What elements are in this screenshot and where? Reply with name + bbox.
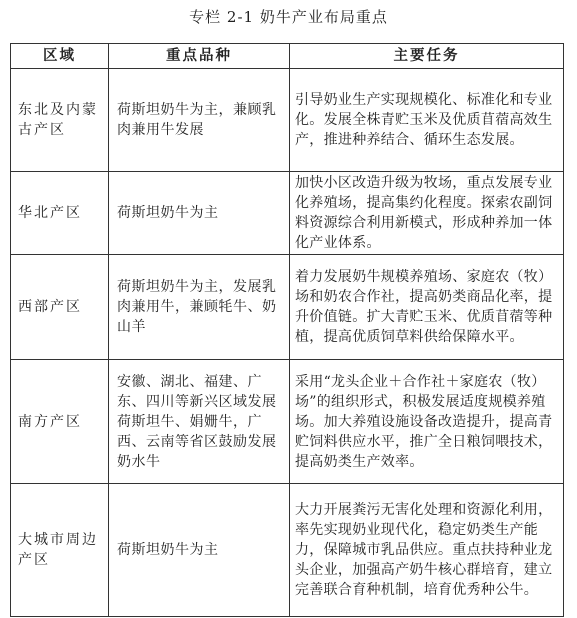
task-cell: 大力开展粪污无害化处理和资源化利用，率先实现奶业现代化，稳定奶类生产能力，保障城市乳品供应。重点扶持种业龙头企业，加强高产奶牛核心群培育，建立完善联合育种机制，培育优秀种公牛。 — [290, 484, 564, 617]
header-variety: 重点品种 — [109, 44, 290, 69]
variety-cell: 荷斯坦奶牛为主 — [109, 172, 290, 255]
variety-cell: 荷斯坦奶牛为主，发展乳肉兼用牛，兼顾牦牛、奶山羊 — [109, 255, 290, 360]
region-cell: 东北及内蒙古产区 — [11, 69, 109, 172]
variety-cell: 荷斯坦奶牛为主，兼顾乳肉兼用牛发展 — [109, 69, 290, 172]
task-cell: 着力发展奶牛规模养殖场、家庭农（牧）场和奶农合作社，提高奶类商品化率，提升价值链。扩大青贮玉米、优质苜蓿等种植，提高优质饲草料供给保障水平。 — [290, 255, 564, 360]
region-cell: 华北产区 — [11, 172, 109, 255]
table-title: 专栏 2-1 奶牛产业布局重点 — [189, 8, 388, 26]
header-region: 区域 — [11, 44, 109, 69]
region-cell: 大城市周边产区 — [11, 484, 109, 617]
table-header-row — [11, 44, 564, 69]
task-cell: 采用“龙头企业＋合作社＋家庭农（牧）场”的组织形式，积极发展适度规模养殖场。加大养殖设施设备改造提升，提高青贮饲料供应水平，推广全日粮饲喂技术，提高奶类生产效率。 — [290, 360, 564, 484]
table-row — [11, 360, 564, 484]
dairy-layout-table — [10, 43, 564, 617]
table-row — [11, 172, 564, 255]
table-row — [11, 69, 564, 172]
task-cell: 引导奶业生产实现规模化、标准化和专业化。发展全株青贮玉米及优质苜蓿高效生产，推进种养结合、循环生态发展。 — [290, 69, 564, 172]
table-row — [11, 255, 564, 360]
variety-cell: 荷斯坦奶牛为主 — [109, 484, 290, 617]
region-cell: 西部产区 — [11, 255, 109, 360]
header-task: 主要任务 — [290, 44, 564, 69]
task-cell: 加快小区改造升级为牧场，重点发展专业化养殖场，提高集约化程度。探索农副饲料资源综合利用新模式，形成种养加一体化产业体系。 — [290, 172, 564, 255]
region-cell: 南方产区 — [11, 360, 109, 484]
variety-cell: 安徽、湖北、福建、广东、四川等新兴区域发展荷斯坦牛、娟姗牛，广西、云南等省区鼓励发展奶水牛 — [109, 360, 290, 484]
table-row — [11, 484, 564, 617]
